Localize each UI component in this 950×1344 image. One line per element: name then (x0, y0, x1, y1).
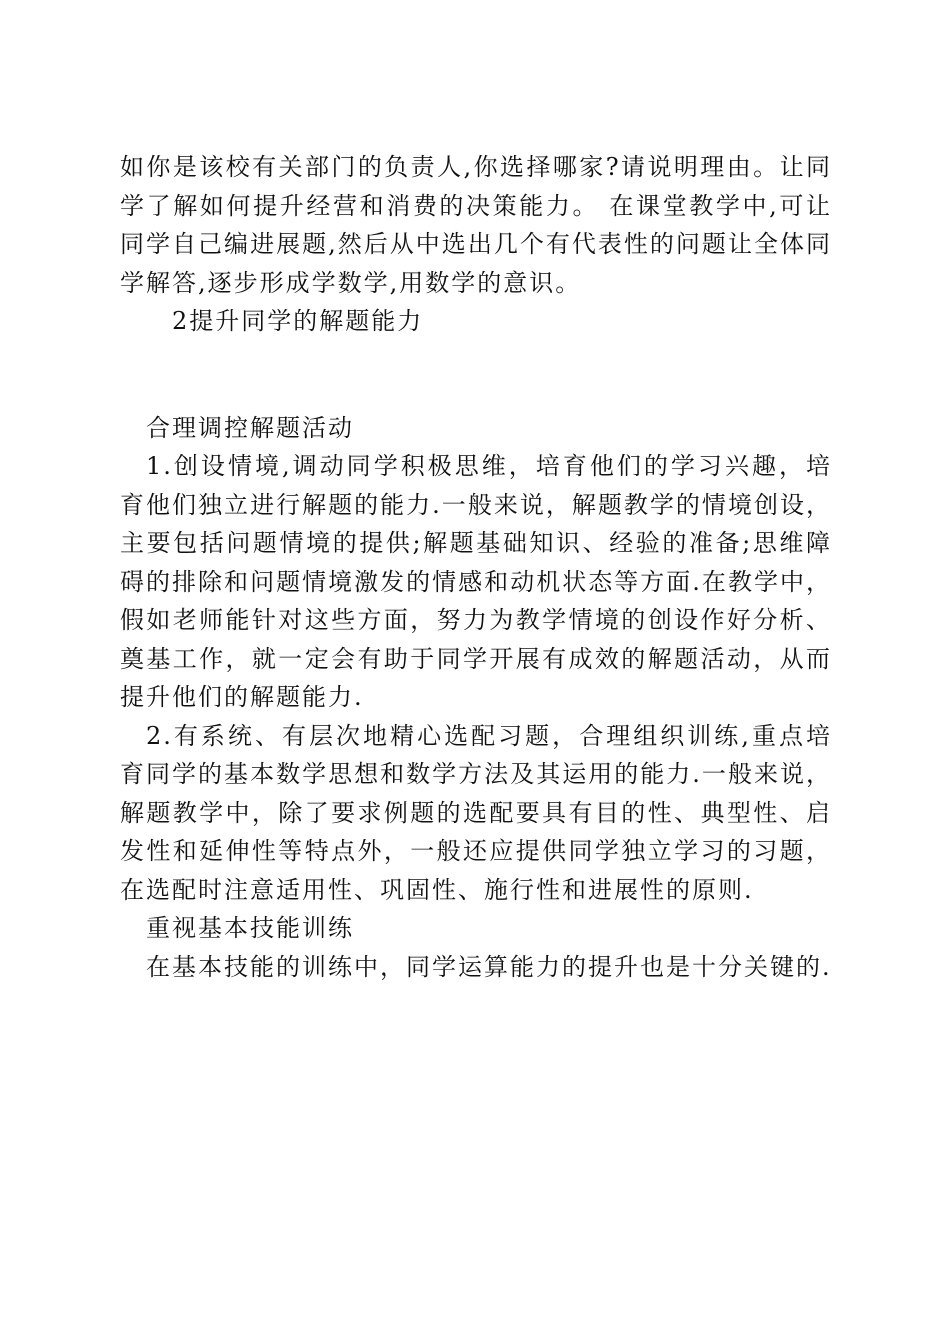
section-heading-problem-solving: 2提升同学的解题能力 (172, 307, 424, 335)
subheading-regulate-activities: 合理调控解题活动 (146, 413, 354, 442)
paragraph-decision-ability: 如你是该校有关部门的负责人,你选择哪家?请说明理由。让同学了解如何提升经营和消费的决策能力。 在课堂教学中,可让同学自己编进展题,然后从中选出几个有代表性的问题让全体同学解答,逐步形成学数学,用数学的意识。 (120, 153, 832, 297)
paragraph-create-situations: 1.创设情境,调动同学积极思维，培育他们的学习兴趣，培育他们独立进行解题的能力.一般来说，解题教学的情境创设，主要包括问题情境的提供;解题基础知识、经验的准备;思维障碍的排除和问题情境激发的情感和动机状态等方面.在教学中，假如老师能针对这些方面，努力为教学情境的创设作好分析、奠基工作，就一定会有助于同学开展有成效的解题活动，从而提升他们的解题能力. (120, 452, 832, 711)
paragraph-select-exercises: 2.有系统、有层次地精心选配习题，合理组织训练,重点培育同学的基本数学思想和数学方法及其运用的能力.一般来说，解题教学中，除了要求例题的选配要具有目的性、典型性、启发性和延伸性等特点外，一般还应提供同学独立学习的习题，在选配时注意适用性、巩固性、施行性和进展性的原则. (120, 721, 832, 904)
subheading-basic-skills: 重视基本技能训练 (146, 914, 354, 942)
paragraph-computation-ability: 在基本技能的训练中，同学运算能力的提升也是十分关键的. (146, 952, 832, 981)
document-body (120, 148, 832, 986)
